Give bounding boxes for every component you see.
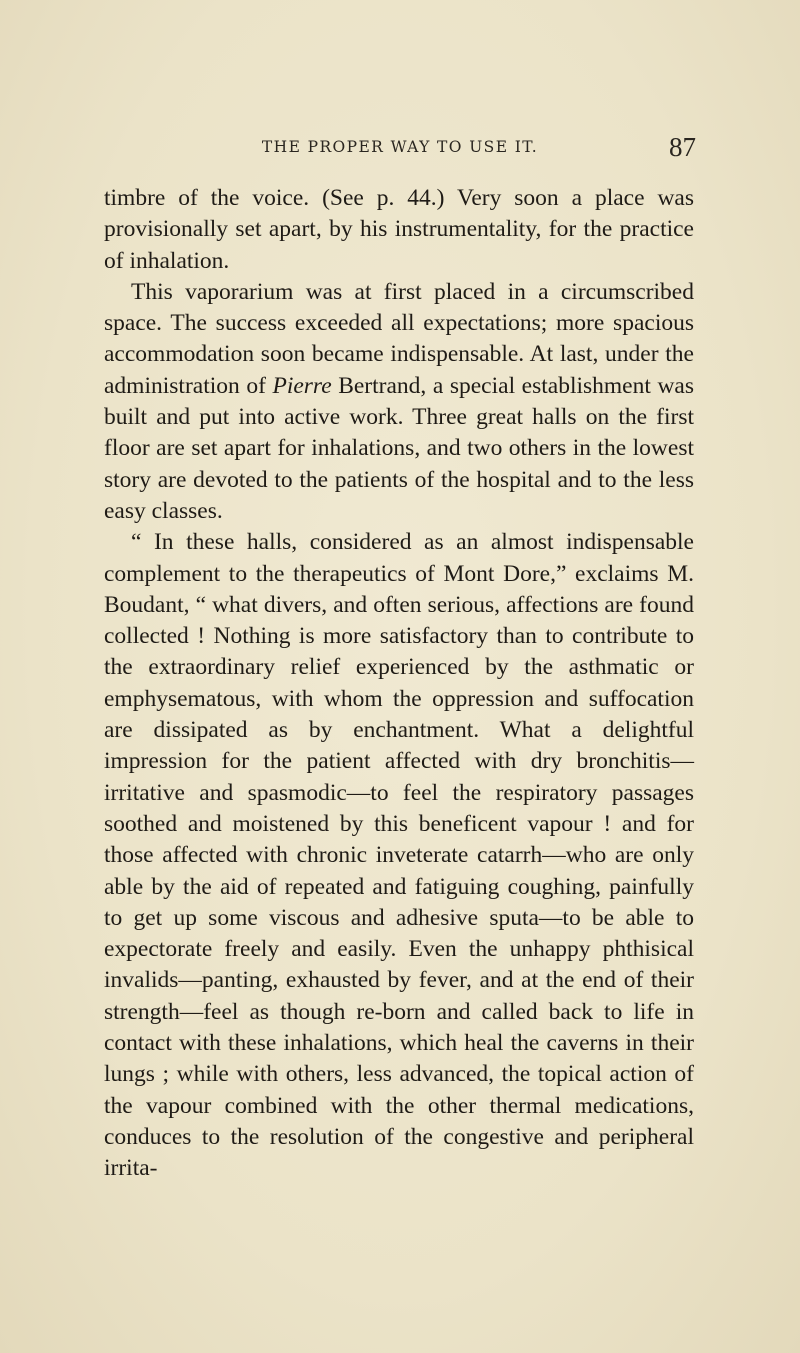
running-head: THE PROPER WAY TO USE IT. <box>261 138 539 156</box>
italic-name-pierre: Pierre <box>272 372 332 399</box>
paragraph-2-text-start: This vaporarium was at first placed in a circumscribed space. The success exceeded all expectations; more spacious accommodation soon became indispensable. At last, under the administration of <box>104 278 694 399</box>
body-text <box>104 183 694 1185</box>
page-number: 87 <box>669 132 696 162</box>
paragraph-2-text-end: Bertrand, a special establishment was built and put into active work. Three great halls on the first floor are set apart for inhalations, and two others in the lowest story are devoted to the patients of the hospital and to the less easy classes. <box>104 372 694 524</box>
paragraph-3: “ In these halls, considered as an almost indispensable complement to the therapeutics of Mont Dore,” exclaims M. Boudant, “ what divers, and often serious, affections are found collected ! Nothing is more satisfactory than to contribute to the extraordinary relief experienced by the asthmatic or emphysematous, with whom the oppression and suffocation are dissipated as by enchantment. What a delightful impression for the patient affected with dry bronchitis—irritative and spasmodic—to feel the respiratory passages soothed and moistened by this beneficent vapour ! and for those affected with chronic inveterate catarrh—who are only able by the aid of repeated and fatiguing coughing, painfully to get up some viscous and adhesive sputa—to be able to expectorate freely and easily. Even the unhappy phthisical invalids—panting, exhausted by fever, and at the end of their strength—feel as though re-born and called back to life in contact with these inhalations, which heal the caverns in their lungs ; while with others, less advanced, the topical action of the vapour combined with the other thermal medications, conduces to the resolution of the congestive and peripheral irrita- <box>104 529 694 1182</box>
paragraph-1: timbre of the voice. (See p. 44.) Very soon a place was provisionally set apart, by his instrumentality, for the practice of inhalation. <box>104 185 694 274</box>
paragraph-2 <box>104 277 694 527</box>
